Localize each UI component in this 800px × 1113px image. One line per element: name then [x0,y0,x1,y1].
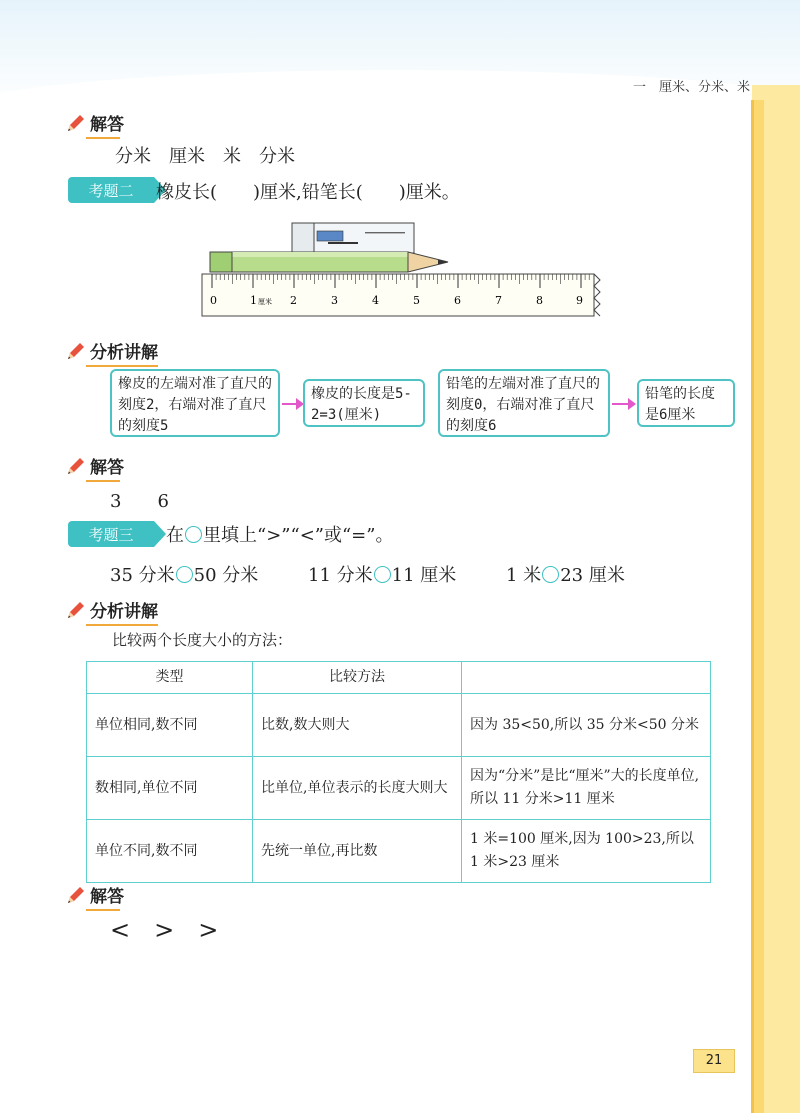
table-cell: 先统一单位,再比数 [253,820,462,883]
comparison-table [86,661,711,883]
answer-2-text: 3 6 [110,491,169,512]
pencil-icon [66,600,86,620]
pencil-icon [66,456,86,476]
pencil-drawing [210,252,448,272]
chapter-header: 一 厘米、分米、米 [632,80,750,95]
flow-step-3: 铅笔的左端对准了直尺的刻度0，右端对准了直尺的刻度6 [438,369,610,437]
ruler-drawing [202,274,600,316]
blank-circle[interactable] [374,566,391,583]
flow-arrow-2 [612,403,634,405]
answer-heading-2 [66,453,124,478]
table-cell: 比单位,单位表示的长度大则大 [253,757,462,820]
ruler-label-7: 7 [495,294,502,307]
table-row [87,757,711,820]
ruler-label-0: 0 [210,294,217,307]
flow-step-4: 铅笔的长度是6厘米 [637,379,735,427]
compare-intro: 比较两个长度大小的方法： [112,631,293,649]
ruler-figure [200,218,605,320]
heading-underline [86,137,120,139]
table-row [87,694,711,757]
ruler-label-4: 4 [372,294,379,307]
heading-underline [86,624,158,626]
table-cell: 单位不同,数不同 [87,820,253,883]
q3-item-1-left: 35 分米 [110,565,175,586]
ruler-unit-label: 厘米 [258,298,272,306]
question-3-text-a: 在 [166,525,184,546]
q3-item-2 [308,561,456,587]
answer-heading-1 [66,110,124,135]
q3-item-3-left: 1 米 [506,565,542,586]
q3-item-1-right: 50 分米 [193,565,259,586]
q3-item-1 [110,561,258,587]
ruler-label-5: 5 [413,294,420,307]
q3-item-2-left: 11 分米 [308,565,373,586]
q3-item-3-right: 23 厘米 [560,565,625,586]
table-row [87,820,711,883]
table-cell: 因为 35<50,所以 35 分米<50 分米 [462,694,711,757]
heading-underline [86,480,120,482]
flow-step-1: 橡皮的左端对准了直尺的刻度2，右端对准了直尺的刻度5 [110,369,280,437]
ruler-label-1: 1 [250,294,257,307]
ruler-label-8: 8 [536,294,543,307]
blank-circle[interactable] [176,566,193,583]
answer-1-text: 分米 厘米 米 分米 [115,146,295,167]
pencil-icon [66,885,86,905]
ruler-label-6: 6 [454,294,461,307]
answer-3-text: < > > [110,916,219,944]
answer-heading-3 [66,882,124,907]
ruler-label-3: 3 [331,294,338,307]
analysis-heading-1 [66,338,158,363]
question-tag-2: 考题二 [68,177,154,203]
flow-step-2: 橡皮的长度是5-2=3(厘米) [303,379,425,427]
pencil-icon [66,341,86,361]
question-3-text [166,521,393,547]
table-cell: 比数,数大则大 [253,694,462,757]
question-2-text: 橡皮长( )厘米,铅笔长( )厘米。 [156,182,460,203]
table-header-cell: 比较方法 [253,662,462,694]
table-cell: 单位相同,数不同 [87,694,253,757]
pencil-icon [66,113,86,133]
table-header-cell [462,662,711,694]
table-cell: 1 米=100 厘米,因为 100>23,所以 1 米>23 厘米 [462,820,711,883]
analysis-heading-2-label: 分析讲解 [90,602,158,622]
answer-heading-1-label: 解答 [90,115,124,135]
page-edge-line [751,100,754,1113]
analysis-heading-1-label: 分析讲解 [90,343,158,363]
analysis-heading-2 [66,597,158,622]
blank-circle[interactable] [542,566,559,583]
eraser-drawing [292,223,414,253]
q3-item-2-right: 11 厘米 [391,565,457,586]
answer-heading-3-label: 解答 [90,887,124,907]
ruler-label-2: 2 [290,294,297,307]
page-number: 21 [693,1049,735,1073]
heading-underline [86,365,158,367]
table-cell: 数相同,单位不同 [87,757,253,820]
table-header-row [87,662,711,694]
question-tag-3: 考题三 [68,521,154,547]
q3-item-3 [506,561,625,587]
blank-circle[interactable] [185,526,202,543]
answer-heading-2-label: 解答 [90,458,124,478]
table-cell: 因为“分米”是比“厘米”大的长度单位,所以 11 分米>11 厘米 [462,757,711,820]
table-header-cell: 类型 [87,662,253,694]
ruler-label-9: 9 [576,294,583,307]
flow-arrow-1 [282,403,302,405]
question-3-text-b: 里填上“>”“<”或“=”。 [203,525,394,546]
